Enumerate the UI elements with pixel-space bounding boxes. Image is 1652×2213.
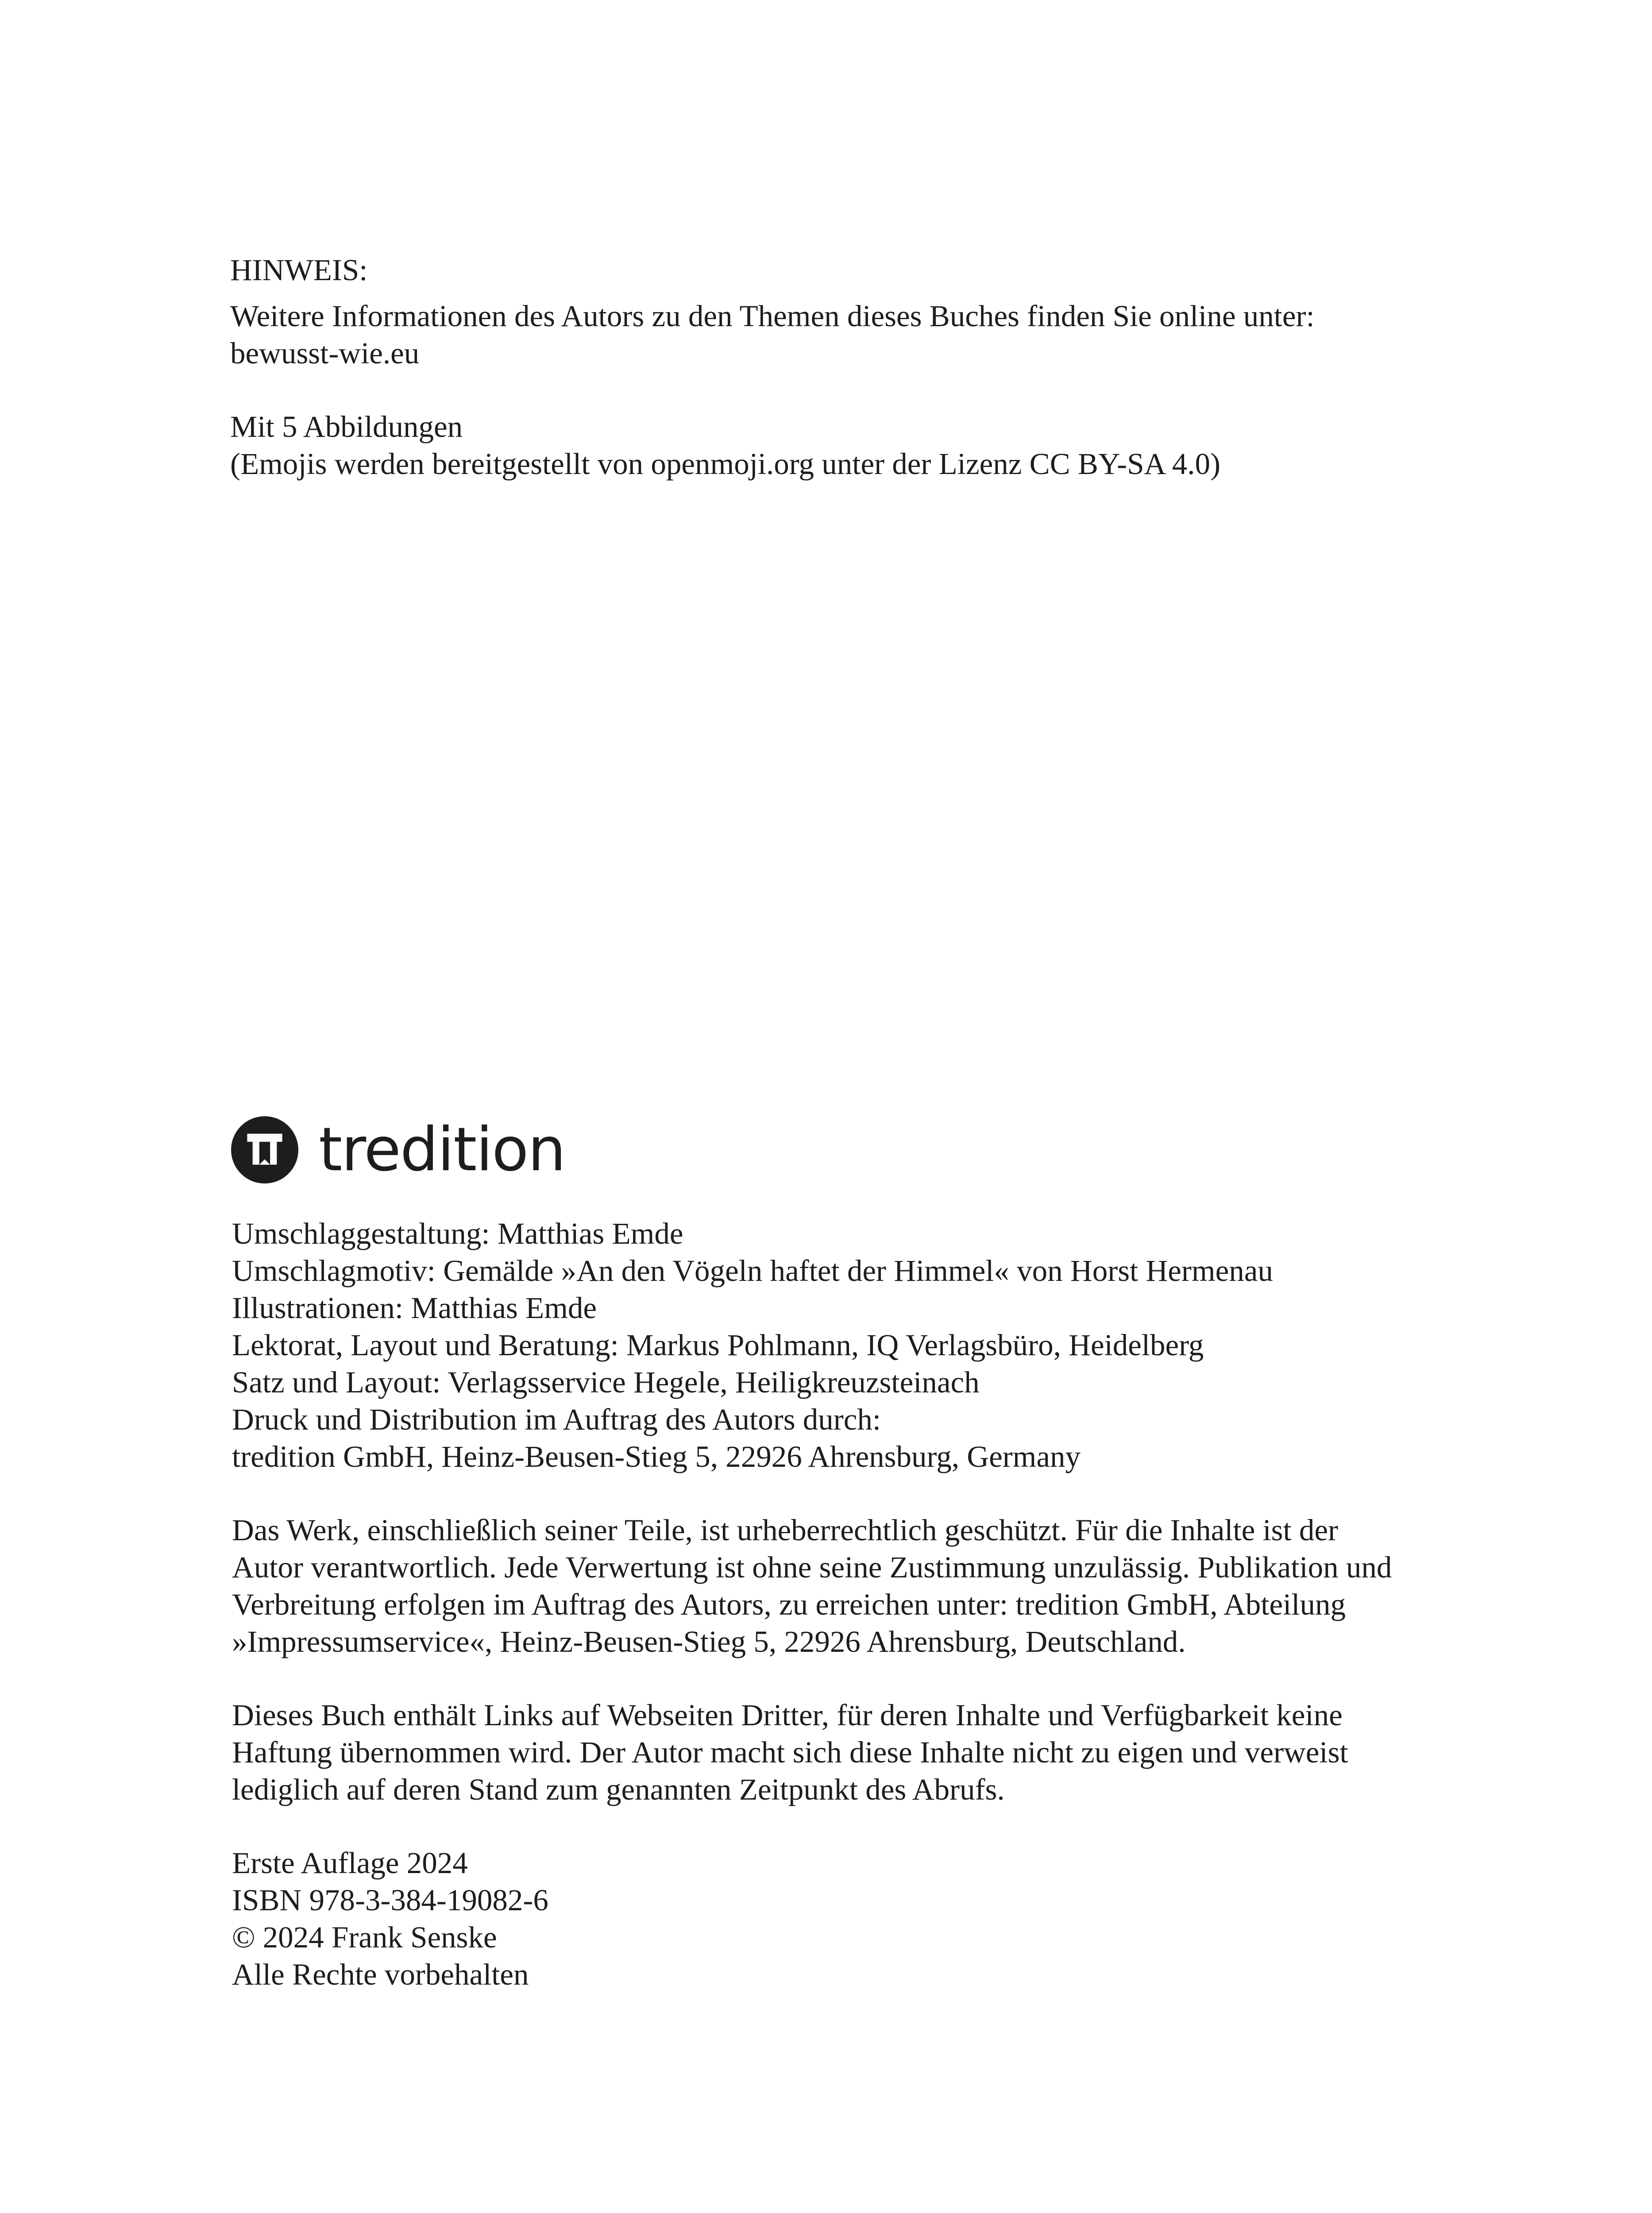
notice-section xyxy=(230,251,1466,482)
credit-line: Druck und Distribution im Auftrag des Autors durch: xyxy=(232,1403,881,1436)
notice-website: bewusst-wie.eu xyxy=(230,336,420,370)
copyright-notice-line: Das Werk, einschließlich seiner Teile, ist urheberrechtlich geschützt. Für die Inhalte ist der xyxy=(232,1513,1338,1547)
copyright-notice-line: Autor verantwortlich. Jede Verwertung ist ohne seine Zustimmung unzulässig. Publikation und xyxy=(232,1550,1392,1584)
links-disclaimer-line: Dieses Buch enthält Links auf Webseiten Dritter, für deren Inhalte und Verfügbarkeit keine xyxy=(232,1698,1343,1732)
links-disclaimer-line: lediglich auf deren Stand zum genannten Zeitpunkt des Abrufs. xyxy=(232,1773,1005,1806)
tredition-logo-icon xyxy=(231,1116,298,1184)
credit-line: Umschlaggestaltung: Matthias Emde xyxy=(232,1217,683,1250)
notice-figures: Mit 5 Abbildungen xyxy=(230,410,463,443)
credit-line: Illustrationen: Matthias Emde xyxy=(232,1291,597,1325)
credit-line: Lektorat, Layout und Beratung: Markus Pohlmann, IQ Verlagsbüro, Heidelberg xyxy=(232,1328,1204,1362)
copyright-text: © 2024 Frank Senske xyxy=(232,1920,497,1954)
notice-info-line: Weitere Informationen des Autors zu den Themen dieses Buches finden Sie online unter: xyxy=(230,299,1315,333)
notice-emoji-credit: (Emojis werden bereitgestellt von openmoji.org unter der Lizenz CC BY-SA 4.0) xyxy=(230,447,1220,481)
isbn-text: ISBN 978-3-384-19082-6 xyxy=(232,1883,548,1917)
rights-text: Alle Rechte vorbehalten xyxy=(232,1958,529,1991)
copyright-notice-line: »Impressumservice«, Heinz-Beusen-Stieg 5, 22926 Ahrensburg, Deutschland. xyxy=(232,1625,1186,1658)
copyright-notice-line: Verbreitung erfolgen im Auftrag des Autors, zu erreichen unter: tredition GmbH, Abteilung xyxy=(232,1588,1346,1621)
credits-section xyxy=(232,1215,1466,1993)
credit-line: Umschlagmotiv: Gemälde »An den Vögeln haftet der Himmel« von Horst Hermenau xyxy=(232,1254,1273,1288)
publisher-logo xyxy=(231,1114,565,1185)
notice-heading: HINWEIS: xyxy=(230,253,368,287)
edition-text: Erste Auflage 2024 xyxy=(232,1846,468,1880)
credit-line: Satz und Layout: Verlagsservice Hegele, Heiligkreuzsteinach xyxy=(232,1365,980,1399)
credit-line: tredition GmbH, Heinz-Beusen-Stieg 5, 22926 Ahrensburg, Germany xyxy=(232,1440,1081,1473)
links-disclaimer-line: Haftung übernommen wird. Der Autor macht sich diese Inhalte nicht zu eigen und verweist xyxy=(232,1735,1348,1769)
publisher-logo-text: tredition xyxy=(319,1115,565,1185)
